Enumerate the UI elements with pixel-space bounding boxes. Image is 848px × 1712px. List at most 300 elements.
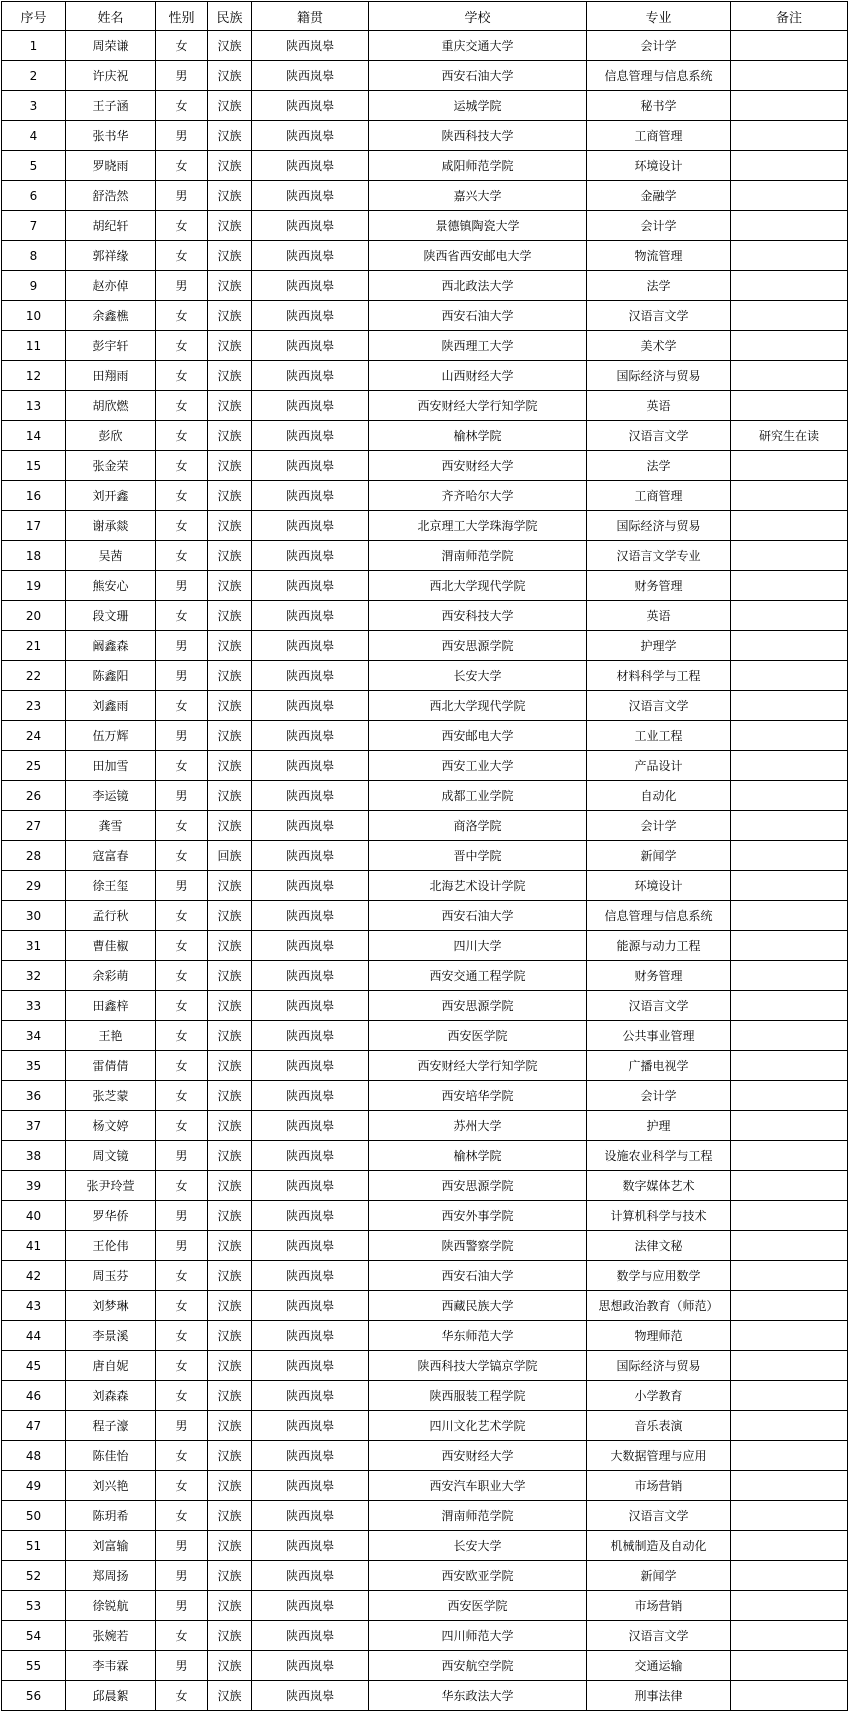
- cell-school: 景德镇陶瓷大学: [369, 211, 587, 241]
- cell-school: 北海艺术设计学院: [369, 871, 587, 901]
- cell-no: 3: [2, 91, 66, 121]
- cell-gender: 女: [156, 961, 208, 991]
- cell-gender: 男: [156, 631, 208, 661]
- cell-no: 39: [2, 1171, 66, 1201]
- cell-native-place: 陕西岚皋: [252, 1501, 369, 1531]
- cell-name: 刘森森: [66, 1381, 156, 1411]
- cell-school: 西北大学现代学院: [369, 691, 587, 721]
- cell-remark: [731, 1081, 848, 1111]
- cell-native-place: 陕西岚皋: [252, 481, 369, 511]
- cell-school: 渭南师范学院: [369, 541, 587, 571]
- table-row: [2, 511, 848, 541]
- cell-name: 寇富春: [66, 841, 156, 871]
- cell-name: 曹佳椒: [66, 931, 156, 961]
- cell-school: 西安石油大学: [369, 61, 587, 91]
- cell-name: 段文珊: [66, 601, 156, 631]
- cell-name: 李运镜: [66, 781, 156, 811]
- cell-school: 西安思源学院: [369, 631, 587, 661]
- cell-ethnicity: 汉族: [208, 691, 252, 721]
- cell-name: 刘梦琳: [66, 1291, 156, 1321]
- cell-major: 国际经济与贸易: [587, 361, 731, 391]
- cell-gender: 女: [156, 601, 208, 631]
- table-row: [2, 1621, 848, 1651]
- cell-no: 30: [2, 901, 66, 931]
- cell-school: 西北政法大学: [369, 271, 587, 301]
- table-row: [2, 1171, 848, 1201]
- cell-major: 大数据管理与应用: [587, 1441, 731, 1471]
- cell-gender: 女: [156, 1621, 208, 1651]
- cell-native-place: 陕西岚皋: [252, 1171, 369, 1201]
- cell-school: 山西财经大学: [369, 361, 587, 391]
- cell-ethnicity: 汉族: [208, 271, 252, 301]
- header-no: 序号: [2, 2, 66, 31]
- cell-gender: 男: [156, 571, 208, 601]
- cell-no: 14: [2, 421, 66, 451]
- cell-major: 护理学: [587, 631, 731, 661]
- cell-native-place: 陕西岚皋: [252, 1351, 369, 1381]
- cell-native-place: 陕西岚皋: [252, 1141, 369, 1171]
- cell-gender: 男: [156, 1201, 208, 1231]
- cell-ethnicity: 汉族: [208, 1411, 252, 1441]
- cell-ethnicity: 汉族: [208, 1141, 252, 1171]
- cell-gender: 男: [156, 121, 208, 151]
- cell-ethnicity: 汉族: [208, 1291, 252, 1321]
- cell-native-place: 陕西岚皋: [252, 991, 369, 1021]
- cell-remark: [731, 691, 848, 721]
- cell-ethnicity: 汉族: [208, 1621, 252, 1651]
- cell-name: 郑周扬: [66, 1561, 156, 1591]
- cell-no: 48: [2, 1441, 66, 1471]
- cell-remark: [731, 1351, 848, 1381]
- cell-native-place: 陕西岚皋: [252, 331, 369, 361]
- cell-ethnicity: 汉族: [208, 931, 252, 961]
- cell-no: 15: [2, 451, 66, 481]
- cell-school: 长安大学: [369, 661, 587, 691]
- cell-school: 西安思源学院: [369, 991, 587, 1021]
- cell-gender: 女: [156, 691, 208, 721]
- cell-school: 苏州大学: [369, 1111, 587, 1141]
- cell-gender: 女: [156, 901, 208, 931]
- table-row: [2, 1261, 848, 1291]
- cell-major: 会计学: [587, 811, 731, 841]
- cell-native-place: 陕西岚皋: [252, 1591, 369, 1621]
- cell-native-place: 陕西岚皋: [252, 1471, 369, 1501]
- cell-school: 西安石油大学: [369, 1261, 587, 1291]
- cell-native-place: 陕西岚皋: [252, 511, 369, 541]
- cell-gender: 女: [156, 511, 208, 541]
- cell-school: 四川文化艺术学院: [369, 1411, 587, 1441]
- cell-native-place: 陕西岚皋: [252, 661, 369, 691]
- cell-major: 财务管理: [587, 961, 731, 991]
- cell-school: 咸阳师范学院: [369, 151, 587, 181]
- cell-name: 田加雪: [66, 751, 156, 781]
- cell-name: 王子涵: [66, 91, 156, 121]
- table-row: [2, 751, 848, 781]
- cell-no: 18: [2, 541, 66, 571]
- cell-native-place: 陕西岚皋: [252, 391, 369, 421]
- cell-major: 财务管理: [587, 571, 731, 601]
- cell-ethnicity: 汉族: [208, 1081, 252, 1111]
- cell-remark: [731, 871, 848, 901]
- cell-major: 英语: [587, 391, 731, 421]
- table-row: [2, 31, 848, 61]
- cell-ethnicity: 汉族: [208, 1231, 252, 1261]
- cell-native-place: 陕西岚皋: [252, 931, 369, 961]
- cell-native-place: 陕西岚皋: [252, 1651, 369, 1681]
- cell-gender: 女: [156, 811, 208, 841]
- cell-school: 西安培华学院: [369, 1081, 587, 1111]
- cell-major: 材料科学与工程: [587, 661, 731, 691]
- cell-school: 四川大学: [369, 931, 587, 961]
- cell-name: 刘鑫雨: [66, 691, 156, 721]
- cell-remark: [731, 361, 848, 391]
- cell-native-place: 陕西岚皋: [252, 961, 369, 991]
- cell-major: 市场营销: [587, 1591, 731, 1621]
- header-native-place: 籍贯: [252, 2, 369, 31]
- cell-gender: 女: [156, 361, 208, 391]
- cell-major: 公共事业管理: [587, 1021, 731, 1051]
- cell-no: 50: [2, 1501, 66, 1531]
- table-row: [2, 1201, 848, 1231]
- cell-gender: 女: [156, 1021, 208, 1051]
- table-row: [2, 241, 848, 271]
- cell-no: 10: [2, 301, 66, 331]
- cell-ethnicity: 汉族: [208, 1321, 252, 1351]
- cell-major: 秘书学: [587, 91, 731, 121]
- cell-no: 5: [2, 151, 66, 181]
- student-table: [1, 1, 848, 1711]
- cell-name: 熊安心: [66, 571, 156, 601]
- cell-name: 余鑫樵: [66, 301, 156, 331]
- cell-ethnicity: 汉族: [208, 1051, 252, 1081]
- cell-major: 金融学: [587, 181, 731, 211]
- cell-ethnicity: 汉族: [208, 301, 252, 331]
- cell-remark: [731, 601, 848, 631]
- cell-ethnicity: 汉族: [208, 661, 252, 691]
- cell-gender: 女: [156, 301, 208, 331]
- cell-native-place: 陕西岚皋: [252, 451, 369, 481]
- cell-name: 王艳: [66, 1021, 156, 1051]
- cell-remark: [731, 661, 848, 691]
- cell-name: 郭祥缘: [66, 241, 156, 271]
- cell-name: 杨文婷: [66, 1111, 156, 1141]
- cell-school: 嘉兴大学: [369, 181, 587, 211]
- header-remark: 备注: [731, 2, 848, 31]
- cell-major: 英语: [587, 601, 731, 631]
- cell-school: 榆林学院: [369, 1141, 587, 1171]
- table-header-row: [2, 2, 848, 31]
- cell-native-place: 陕西岚皋: [252, 91, 369, 121]
- cell-school: 西安石油大学: [369, 301, 587, 331]
- cell-school: 运城学院: [369, 91, 587, 121]
- cell-no: 24: [2, 721, 66, 751]
- cell-no: 22: [2, 661, 66, 691]
- cell-school: 陕西警察学院: [369, 1231, 587, 1261]
- cell-remark: [731, 1171, 848, 1201]
- cell-school: 陕西省西安邮电大学: [369, 241, 587, 271]
- cell-remark: [731, 631, 848, 661]
- cell-name: 吴茜: [66, 541, 156, 571]
- cell-gender: 女: [156, 1111, 208, 1141]
- cell-remark: [731, 1501, 848, 1531]
- cell-gender: 女: [156, 421, 208, 451]
- cell-remark: [731, 241, 848, 271]
- table-row: [2, 1321, 848, 1351]
- cell-major: 环境设计: [587, 151, 731, 181]
- cell-native-place: 陕西岚皋: [252, 31, 369, 61]
- cell-native-place: 陕西岚皋: [252, 1531, 369, 1561]
- cell-native-place: 陕西岚皋: [252, 1081, 369, 1111]
- cell-ethnicity: 汉族: [208, 451, 252, 481]
- cell-name: 彭欣: [66, 421, 156, 451]
- cell-major: 会计学: [587, 211, 731, 241]
- cell-school: 华东政法大学: [369, 1681, 587, 1711]
- cell-remark: [731, 331, 848, 361]
- cell-school: 陕西理工大学: [369, 331, 587, 361]
- cell-no: 35: [2, 1051, 66, 1081]
- cell-no: 33: [2, 991, 66, 1021]
- table-row: [2, 1081, 848, 1111]
- cell-remark: [731, 1291, 848, 1321]
- table-row: [2, 391, 848, 421]
- cell-no: 36: [2, 1081, 66, 1111]
- cell-name: 程子濠: [66, 1411, 156, 1441]
- cell-no: 28: [2, 841, 66, 871]
- cell-no: 20: [2, 601, 66, 631]
- cell-school: 西安交通工程学院: [369, 961, 587, 991]
- cell-native-place: 陕西岚皋: [252, 241, 369, 271]
- cell-ethnicity: 汉族: [208, 541, 252, 571]
- cell-gender: 男: [156, 1141, 208, 1171]
- cell-school: 晋中学院: [369, 841, 587, 871]
- cell-ethnicity: 汉族: [208, 421, 252, 451]
- cell-native-place: 陕西岚皋: [252, 571, 369, 601]
- cell-gender: 男: [156, 1531, 208, 1561]
- cell-name: 田鑫梓: [66, 991, 156, 1021]
- cell-native-place: 陕西岚皋: [252, 841, 369, 871]
- cell-major: 广播电视学: [587, 1051, 731, 1081]
- cell-remark: [731, 1231, 848, 1261]
- cell-native-place: 陕西岚皋: [252, 1411, 369, 1441]
- cell-major: 护理: [587, 1111, 731, 1141]
- cell-ethnicity: 汉族: [208, 811, 252, 841]
- cell-gender: 女: [156, 31, 208, 61]
- cell-name: 张书华: [66, 121, 156, 151]
- table-row: [2, 1111, 848, 1141]
- cell-native-place: 陕西岚皋: [252, 421, 369, 451]
- cell-major: 汉语言文学: [587, 421, 731, 451]
- cell-gender: 女: [156, 211, 208, 241]
- table-row: [2, 931, 848, 961]
- cell-ethnicity: 回族: [208, 841, 252, 871]
- cell-remark: [731, 211, 848, 241]
- cell-ethnicity: 汉族: [208, 391, 252, 421]
- cell-ethnicity: 汉族: [208, 1021, 252, 1051]
- cell-school: 西安财经大学行知学院: [369, 1051, 587, 1081]
- cell-no: 45: [2, 1351, 66, 1381]
- table-row: [2, 481, 848, 511]
- cell-gender: 女: [156, 91, 208, 121]
- cell-remark: [731, 1471, 848, 1501]
- header-ethnicity: 民族: [208, 2, 252, 31]
- cell-no: 4: [2, 121, 66, 151]
- cell-name: 周荣谦: [66, 31, 156, 61]
- cell-no: 41: [2, 1231, 66, 1261]
- cell-major: 会计学: [587, 31, 731, 61]
- cell-major: 汉语言文学: [587, 991, 731, 1021]
- cell-gender: 女: [156, 1321, 208, 1351]
- cell-school: 陕西科技大学镐京学院: [369, 1351, 587, 1381]
- cell-remark: [731, 1141, 848, 1171]
- cell-name: 李景溪: [66, 1321, 156, 1351]
- cell-remark: [731, 721, 848, 751]
- cell-no: 17: [2, 511, 66, 541]
- cell-school: 西安石油大学: [369, 901, 587, 931]
- cell-name: 陈玥希: [66, 1501, 156, 1531]
- cell-gender: 男: [156, 1411, 208, 1441]
- cell-ethnicity: 汉族: [208, 1531, 252, 1561]
- cell-gender: 女: [156, 751, 208, 781]
- cell-name: 龚雪: [66, 811, 156, 841]
- cell-no: 13: [2, 391, 66, 421]
- cell-major: 机械制造及自动化: [587, 1531, 731, 1561]
- cell-name: 张婉若: [66, 1621, 156, 1651]
- cell-remark: [731, 451, 848, 481]
- cell-native-place: 陕西岚皋: [252, 1441, 369, 1471]
- cell-native-place: 陕西岚皋: [252, 1261, 369, 1291]
- cell-gender: 女: [156, 331, 208, 361]
- cell-major: 法学: [587, 451, 731, 481]
- table-row: [2, 781, 848, 811]
- cell-major: 物流管理: [587, 241, 731, 271]
- cell-remark: [731, 1621, 848, 1651]
- cell-native-place: 陕西岚皋: [252, 811, 369, 841]
- cell-gender: 女: [156, 1291, 208, 1321]
- cell-major: 环境设计: [587, 871, 731, 901]
- cell-school: 重庆交通大学: [369, 31, 587, 61]
- cell-major: 国际经济与贸易: [587, 1351, 731, 1381]
- cell-name: 赵亦倬: [66, 271, 156, 301]
- cell-major: 信息管理与信息系统: [587, 61, 731, 91]
- cell-name: 徐锐航: [66, 1591, 156, 1621]
- cell-remark: [731, 571, 848, 601]
- cell-remark: [731, 901, 848, 931]
- cell-major: 汉语言文学: [587, 301, 731, 331]
- cell-school: 北京理工大学珠海学院: [369, 511, 587, 541]
- cell-remark: [731, 1411, 848, 1441]
- table-row: [2, 1501, 848, 1531]
- cell-remark: [731, 121, 848, 151]
- table-row: [2, 841, 848, 871]
- cell-school: 陕西服装工程学院: [369, 1381, 587, 1411]
- cell-major: 汉语言文学: [587, 1621, 731, 1651]
- table-row: [2, 361, 848, 391]
- cell-school: 西北大学现代学院: [369, 571, 587, 601]
- cell-gender: 男: [156, 781, 208, 811]
- cell-gender: 女: [156, 1441, 208, 1471]
- cell-ethnicity: 汉族: [208, 961, 252, 991]
- cell-gender: 女: [156, 391, 208, 421]
- cell-school: 长安大学: [369, 1531, 587, 1561]
- cell-remark: [731, 511, 848, 541]
- cell-major: 新闻学: [587, 1561, 731, 1591]
- table-row: [2, 1231, 848, 1261]
- cell-school: 西安邮电大学: [369, 721, 587, 751]
- table-row: [2, 421, 848, 451]
- table-row: [2, 991, 848, 1021]
- cell-name: 罗晓雨: [66, 151, 156, 181]
- table-row: [2, 1681, 848, 1711]
- cell-remark: [731, 1381, 848, 1411]
- cell-gender: 女: [156, 241, 208, 271]
- cell-gender: 男: [156, 271, 208, 301]
- cell-gender: 男: [156, 721, 208, 751]
- cell-remark: [731, 61, 848, 91]
- cell-gender: 男: [156, 661, 208, 691]
- cell-no: 34: [2, 1021, 66, 1051]
- cell-no: 52: [2, 1561, 66, 1591]
- cell-name: 胡纪轩: [66, 211, 156, 241]
- cell-ethnicity: 汉族: [208, 31, 252, 61]
- cell-no: 31: [2, 931, 66, 961]
- cell-name: 伍万辉: [66, 721, 156, 751]
- cell-native-place: 陕西岚皋: [252, 271, 369, 301]
- cell-native-place: 陕西岚皋: [252, 1051, 369, 1081]
- cell-school: 齐齐哈尔大学: [369, 481, 587, 511]
- cell-remark: [731, 271, 848, 301]
- cell-name: 罗华侨: [66, 1201, 156, 1231]
- cell-native-place: 陕西岚皋: [252, 1021, 369, 1051]
- cell-name: 王伦伟: [66, 1231, 156, 1261]
- cell-major: 法律文秘: [587, 1231, 731, 1261]
- table-row: [2, 541, 848, 571]
- cell-no: 38: [2, 1141, 66, 1171]
- cell-name: 雷倩倩: [66, 1051, 156, 1081]
- cell-ethnicity: 汉族: [208, 1561, 252, 1591]
- cell-remark: [731, 181, 848, 211]
- header-major: 专业: [587, 2, 731, 31]
- cell-no: 26: [2, 781, 66, 811]
- cell-ethnicity: 汉族: [208, 1591, 252, 1621]
- cell-remark: [731, 31, 848, 61]
- cell-no: 40: [2, 1201, 66, 1231]
- cell-name: 李韦霖: [66, 1651, 156, 1681]
- cell-ethnicity: 汉族: [208, 1681, 252, 1711]
- cell-gender: 女: [156, 1501, 208, 1531]
- cell-school: 陕西科技大学: [369, 121, 587, 151]
- table-row: [2, 571, 848, 601]
- cell-ethnicity: 汉族: [208, 781, 252, 811]
- cell-gender: 女: [156, 841, 208, 871]
- cell-no: 42: [2, 1261, 66, 1291]
- cell-remark: [731, 541, 848, 571]
- table-row: [2, 691, 848, 721]
- cell-native-place: 陕西岚皋: [252, 541, 369, 571]
- cell-remark: 研究生在读: [731, 421, 848, 451]
- cell-native-place: 陕西岚皋: [252, 721, 369, 751]
- table-row: [2, 331, 848, 361]
- cell-native-place: 陕西岚皋: [252, 211, 369, 241]
- cell-remark: [731, 931, 848, 961]
- cell-gender: 女: [156, 1381, 208, 1411]
- cell-no: 56: [2, 1681, 66, 1711]
- cell-name: 刘兴艳: [66, 1471, 156, 1501]
- cell-remark: [731, 1261, 848, 1291]
- cell-major: 自动化: [587, 781, 731, 811]
- cell-school: 华东师范大学: [369, 1321, 587, 1351]
- table-row: [2, 961, 848, 991]
- cell-major: 汉语言文学: [587, 691, 731, 721]
